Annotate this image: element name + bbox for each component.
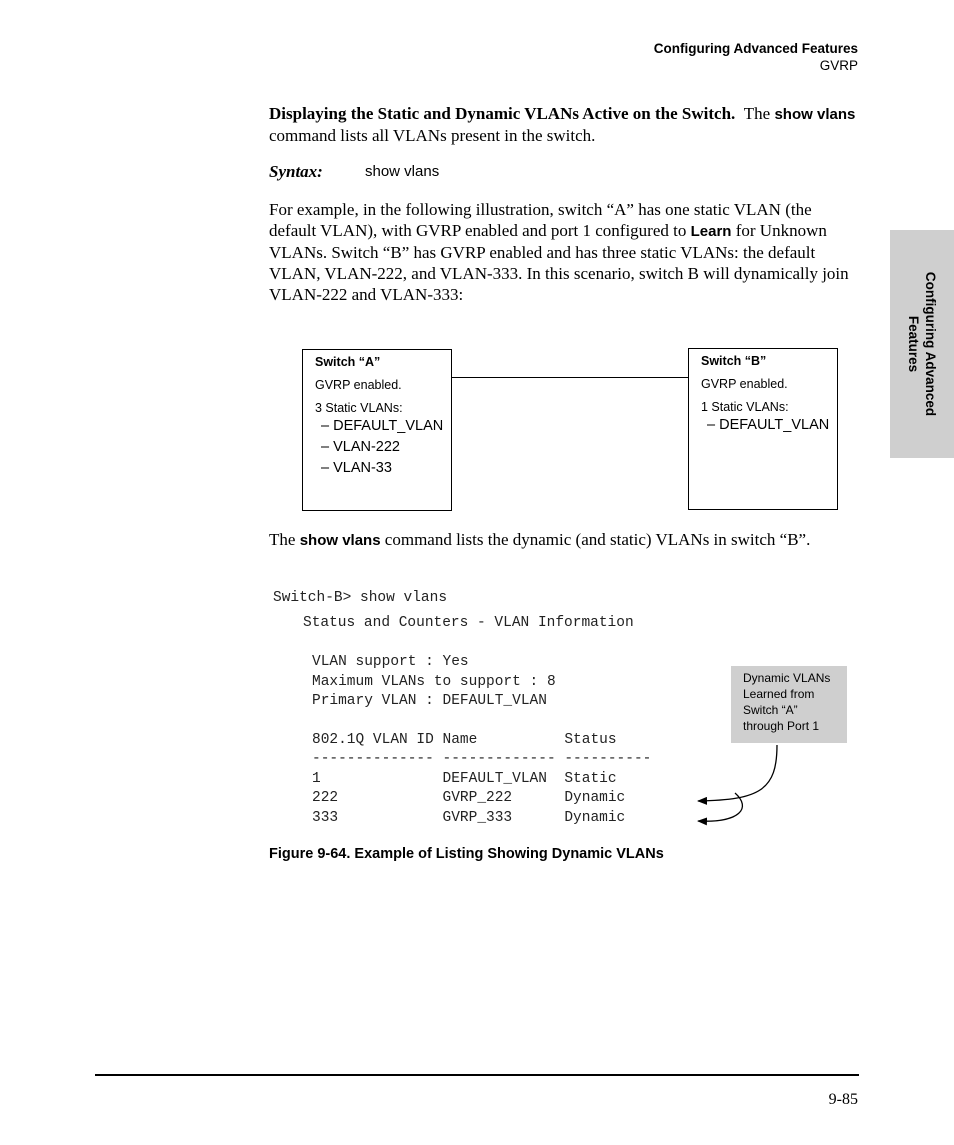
switch-a-gvrp: GVRP enabled. [315, 378, 402, 392]
running-header-chapter: Configuring Advanced Features [653, 41, 858, 56]
figure-caption: Figure 9-64. Example of Listing Showing Dynamic VLANs [269, 846, 664, 862]
learn-keyword: Learn [690, 223, 732, 240]
terminal-row: 333 GVRP_333 Dynamic [312, 810, 626, 826]
terminal-primary-vlan: Primary VLAN : DEFAULT_VLAN [312, 693, 547, 709]
terminal-heading: Status and Counters - VLAN Information [303, 615, 634, 631]
terminal-max-vlans: Maximum VLANs to support : 8 [312, 674, 556, 690]
terminal-separator: -------------- ------------- ---------- [312, 751, 652, 767]
intro-command: show vlans [774, 106, 856, 123]
callout-line: Dynamic VLANs [743, 671, 831, 685]
switch-b-static-label: 1 Static VLANs: [701, 400, 789, 414]
switch-a-vlan-item: – VLAN-33 [321, 460, 392, 476]
p3-command: show vlans [299, 532, 381, 549]
callout-arrow-333 [698, 793, 742, 821]
callout-arrow-222 [698, 745, 777, 801]
footer-rule [95, 1074, 859, 1076]
syntax-label: Syntax: [269, 162, 323, 181]
intro-rest: command lists all VLANs present in the switch. [269, 126, 596, 145]
example-part1: For example, in the following illustration, switch “A” has one static VLAN (the default VLAN), with GVRP enabled and port 1 configured to [269, 200, 812, 240]
switch-a-vlan-item: – VLAN-222 [321, 439, 400, 455]
side-tab-line2: Features [906, 315, 921, 373]
example-part2: for Unknown VLANs. Switch “B” has GVRP enabled and has three static VLANs: the default VLAN, VLAN-222, and VLAN-333. In this scenario, switch B will dynamically join VLAN-222 and VLAN-333: [269, 221, 849, 304]
callout-line: Switch “A” [743, 703, 798, 717]
syntax-value: show vlans [365, 163, 440, 180]
terminal-prompt: Switch-B> show vlans [273, 590, 448, 606]
switch-a-vlan-item: – DEFAULT_VLAN [321, 418, 444, 434]
switch-b-vlan-item: – DEFAULT_VLAN [707, 417, 830, 433]
switch-a-static-label: 3 Static VLANs: [315, 401, 403, 415]
terminal-vlan-support: VLAN support : Yes [312, 654, 469, 670]
p3-lead: The [269, 530, 296, 549]
callout-line: through Port 1 [743, 719, 820, 733]
page-number: 9-85 [828, 1091, 858, 1108]
terminal-row: 1 DEFAULT_VLAN Static [312, 771, 617, 787]
side-tab-line1: Configuring Advanced [923, 271, 938, 417]
terminal-column-header: 802.1Q VLAN ID Name Status [312, 732, 617, 748]
switch-a-title: Switch “A” [315, 355, 381, 369]
callout-line: Learned from [743, 687, 815, 701]
terminal-row: 222 GVRP_222 Dynamic [312, 790, 626, 806]
running-header-section: GVRP [819, 58, 858, 73]
intro-lead: The [743, 104, 771, 123]
switch-b-title: Switch “B” [701, 354, 767, 368]
switch-b-gvrp: GVRP enabled. [701, 377, 788, 391]
intro-heading: Displaying the Static and Dynamic VLANs Active on the Switch. [269, 104, 736, 123]
p3-rest: command lists the dynamic (and static) VLANs in switch “B”. [384, 530, 811, 549]
